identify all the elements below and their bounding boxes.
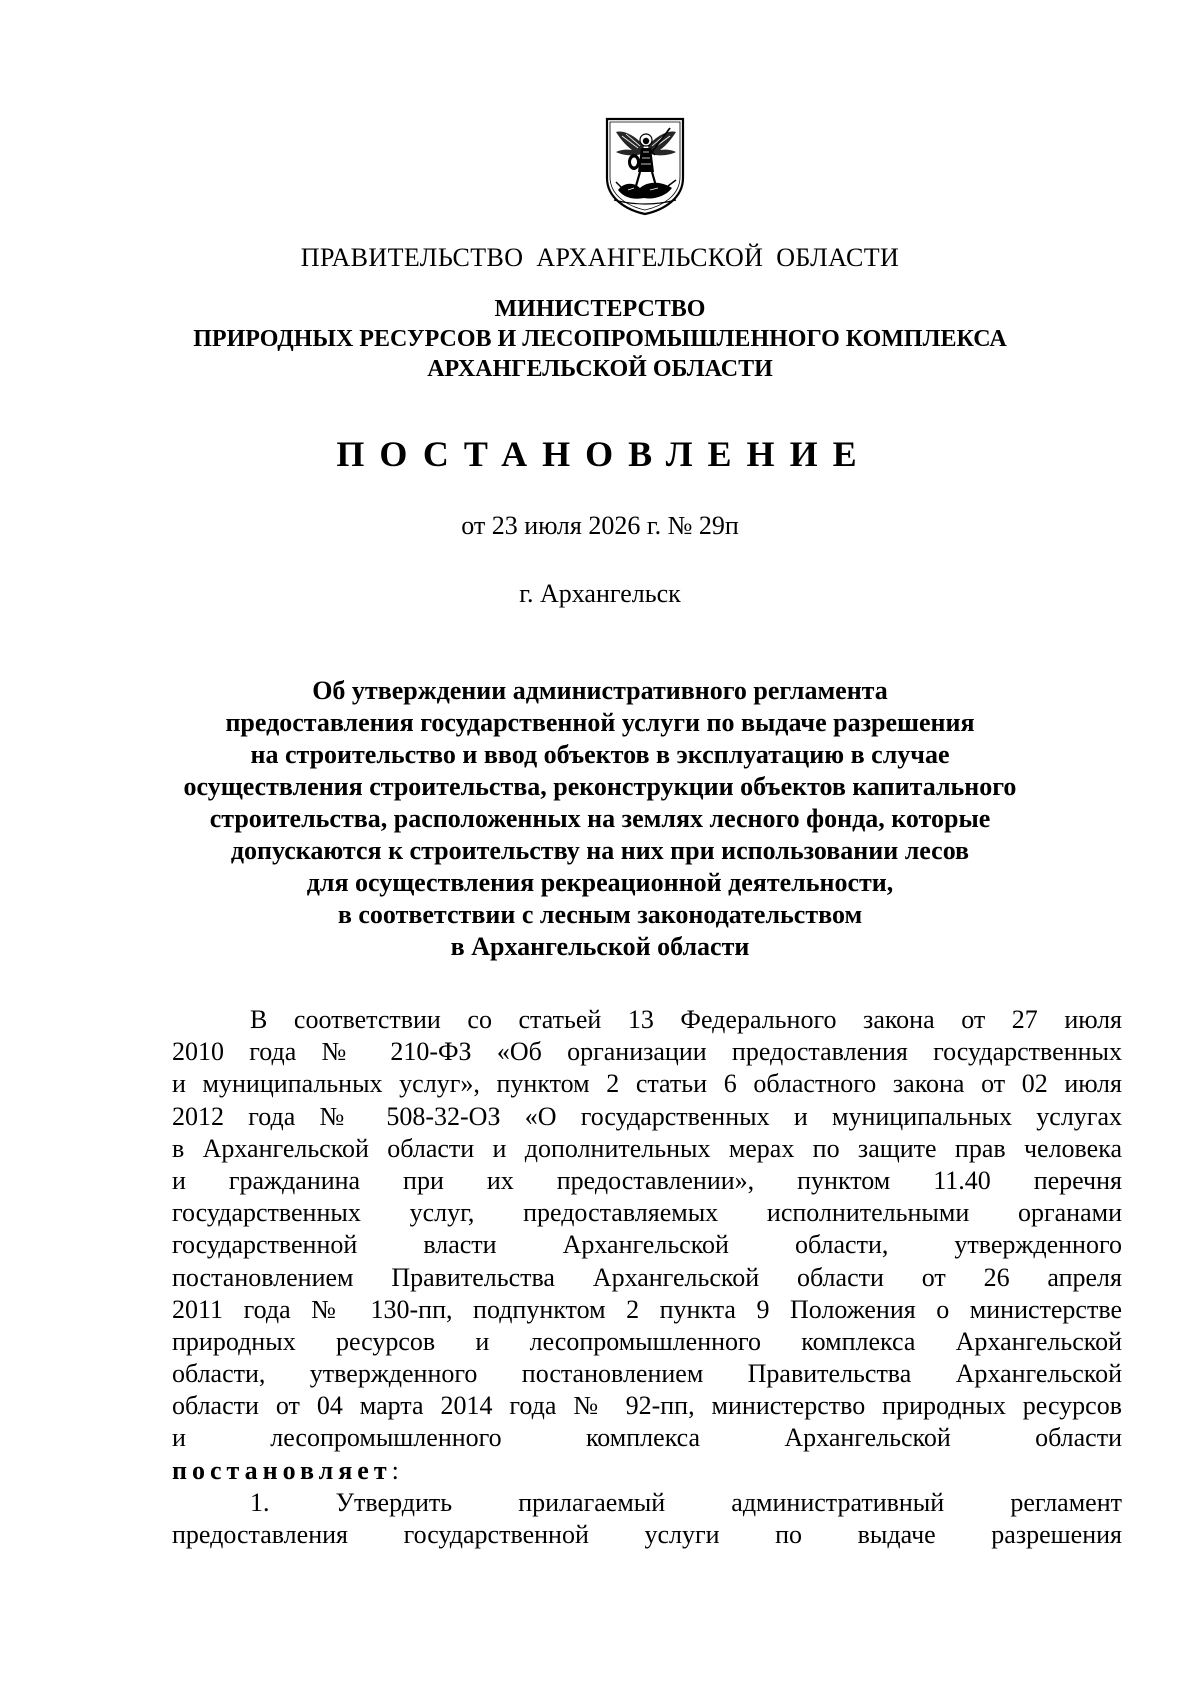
title-line: допускаются к строительству на них при использовании лесов (230, 836, 970, 865)
body-line: 2011 года № 130-пп, подпунктом 2 пункта 9 Положения о министерстве (172, 1294, 1122, 1324)
body-text (172, 1004, 1122, 1551)
body-line: и муниципальных услуг», пунктом 2 статьи 6 областного закона от 02 июля (172, 1069, 1122, 1099)
resolves-line (172, 1455, 1122, 1487)
item-1-line: 1. Утвердить прилагаемый административный регламент (250, 1487, 1122, 1517)
resolves-colon: : (391, 1455, 399, 1485)
body-line: и лесопромышленного комплекса Архангельской области (172, 1423, 1122, 1453)
title-line: в соответствии с лесным законодательством (337, 900, 863, 929)
title-line: предоставления государственной услуги по выдаче разрешения (225, 708, 975, 737)
resolves-word: постановляет (172, 1455, 392, 1485)
ministry-line: МИНИСТЕРСТВО (494, 296, 706, 322)
body-line: в Архангельской области и дополнительных мерах по защите прав человека (172, 1133, 1122, 1163)
body-line: В соответствии со статьей 13 Федерального закона от 27 июля (250, 1005, 1122, 1034)
body-line: постановлением Правительства Архангельской области от 26 апреля (172, 1262, 1122, 1292)
item-1-line: предоставления государственной услуги по выдаче разрешения (172, 1520, 1122, 1549)
body-line: государственной власти Архангельской области, утвержденного (172, 1230, 1122, 1260)
body-line: государственных услуг, предоставляемых исполнительными органами (172, 1198, 1122, 1228)
title-line: осуществления строительства, реконструкции объектов капитального (183, 772, 1017, 801)
document-date-number: от 23 июля 2026 г. № 29п (461, 511, 739, 540)
body-line: области, утвержденного постановлением Правительства Архангельской (172, 1359, 1122, 1389)
title-line: строительства, расположенных на землях лесного фонда, которые (209, 804, 991, 833)
coat-of-arms-emblem (604, 116, 686, 216)
title-line: на строительство и ввод объектов в эксплуатацию в случае (250, 740, 950, 769)
body-line: 2012 года № 508-32-ОЗ «О государственных и муниципальных услугах (172, 1101, 1122, 1131)
body-line: и гражданина при их предоставлении», пунктом 11.40 перечня (172, 1165, 1122, 1195)
coat-of-arms-icon (604, 116, 686, 216)
document-title (0, 675, 1200, 963)
government-name: ПРАВИТЕЛЬСТВО АРХАНГЕЛЬСКОЙ ОБЛАСТИ (300, 243, 900, 272)
body-line: природных ресурсов и лесопромышленного комплекса Архангельской (172, 1326, 1122, 1356)
body-line: области от 04 марта 2014 года № 92-пп, министерство природных ресурсов (172, 1391, 1122, 1421)
document-type-heading: ПОСТАНОВЛЕНИЕ (336, 434, 872, 474)
title-line: Об утверждении административного регламента (312, 676, 888, 705)
title-line: в Архангельской области (450, 932, 750, 961)
document-city: г. Архангельск (519, 579, 681, 608)
ministry-line: ПРИРОДНЫХ РЕСУРСОВ И ЛЕСОПРОМЫШЛЕННОГО КОМПЛЕКСА (193, 326, 1007, 352)
ministry-line: АРХАНГЕЛЬСКОЙ ОБЛАСТИ (427, 356, 773, 382)
ministry-name (0, 294, 1200, 384)
body-line: 2010 года № 210-ФЗ «Об организации предоставления государственных (172, 1037, 1122, 1067)
title-line: для осуществления рекреационной деятельности, (306, 868, 894, 897)
